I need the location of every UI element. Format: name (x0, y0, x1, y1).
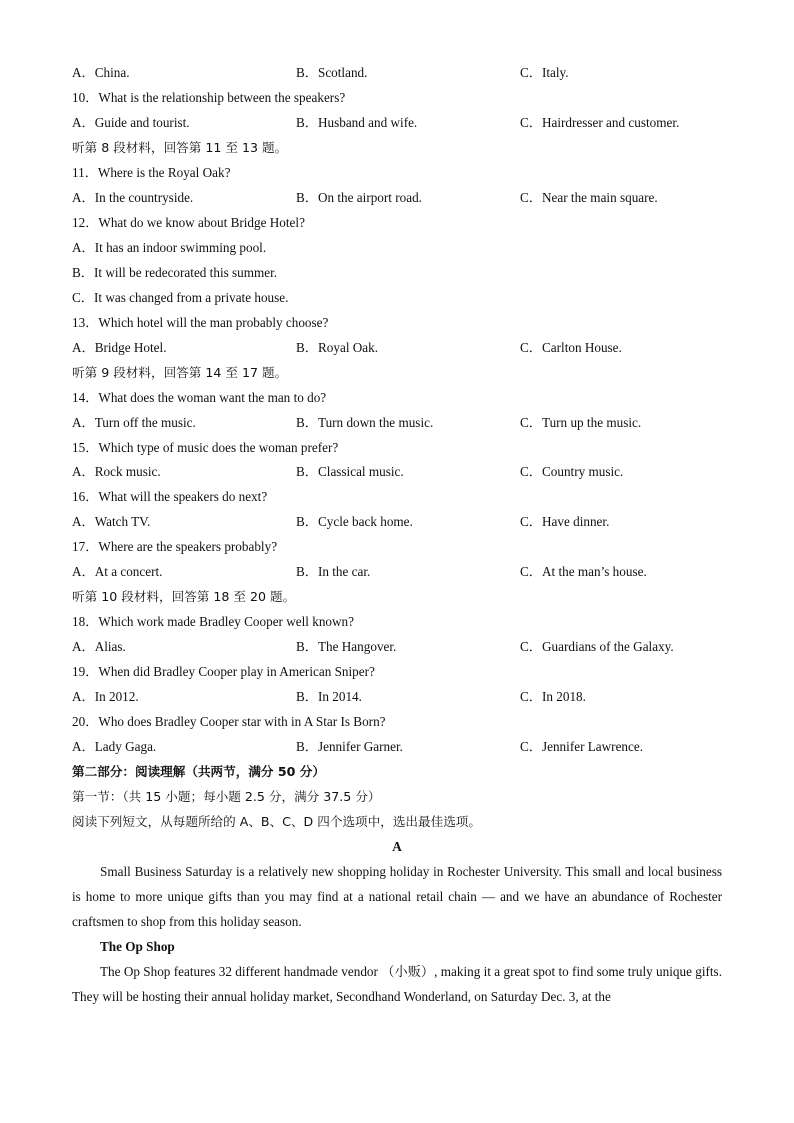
q17-option-c: C．At the man’s house. (520, 564, 647, 579)
q18-option-c: C．Guardians of the Galaxy. (520, 639, 674, 654)
q13-option-a: A．Bridge Hotel. (72, 340, 167, 355)
q10-option-b: B．Husband and wife. (296, 115, 418, 130)
q9-option-c: C．Italy. (520, 65, 569, 80)
q13-option-c: C．Carlton House. (520, 340, 622, 355)
q19-option-b: B．In 2014. (296, 689, 362, 704)
q14-options (72, 415, 752, 431)
q14-stem: 14．What does the woman want the man to do? (72, 390, 327, 405)
passage-paragraph-2: The Op Shop features 32 different handmade vendor （小贩）, making it a great spot to find some truly unique gifts. They will be hosting their annual holiday market, Secondhand Wonderland, on Saturday Dec. 3, at the (72, 964, 722, 1004)
passage-label: A (392, 839, 402, 854)
q19-stem: 19．When did Bradley Cooper play in American Sniper? (72, 664, 375, 679)
q9-options (72, 65, 752, 81)
q14-option-a: A．Turn off the music. (72, 415, 196, 430)
q10-option-a: A．Guide and tourist. (72, 115, 190, 130)
passage-paragraph-1: Small Business Saturday is a relatively new shopping holiday in Rochester University. This small and local business is home to more unique gifts than you may find at a national retail chain — and we have an abundance of Rochester craftsmen to shop from this holiday season. (72, 864, 722, 929)
q13-option-b: B．Royal Oak. (296, 340, 379, 355)
q20-option-c: C．Jennifer Lawrence. (520, 739, 644, 754)
q14-option-b: B．Turn down the music. (296, 415, 434, 430)
q19-options (72, 689, 752, 705)
q16-option-a: A．Watch TV. (72, 514, 151, 529)
q20-stem: 20．Who does Bradley Cooper star with in A Star Is Born? (72, 714, 386, 729)
q15-option-c: C．Country music. (520, 464, 624, 479)
q17-option-b: B．In the car. (296, 564, 371, 579)
q20-option-a: A．Lady Gaga. (72, 739, 157, 754)
passage-subheading: The Op Shop (100, 939, 175, 954)
section-8-instruction: 听第 8 段材料，回答第 11 至 13 题。 (72, 140, 288, 155)
q10-options (72, 115, 752, 131)
q17-options (72, 564, 752, 580)
q13-stem: 13．Which hotel will the man probably choose? (72, 315, 329, 330)
q9-option-a: A．China. (72, 65, 130, 80)
section-9-instruction: 听第 9 段材料，回答第 14 至 17 题。 (72, 365, 288, 380)
q15-options (72, 464, 752, 480)
q12-option-c: C．It was changed from a private house. (72, 290, 289, 305)
q11-option-c: C．Near the main square. (520, 190, 658, 205)
q16-option-c: C．Have dinner. (520, 514, 610, 529)
q18-options (72, 639, 752, 655)
q12-option-b: B．It will be redecorated this summer. (72, 265, 278, 280)
q19-option-a: A．In 2012. (72, 689, 139, 704)
q18-option-a: A．Alias. (72, 639, 126, 654)
q18-stem: 18．Which work made Bradley Cooper well known? (72, 614, 354, 629)
q14-option-c: C．Turn up the music. (520, 415, 642, 430)
q19-option-c: C．In 2018. (520, 689, 586, 704)
q15-option-b: B．Classical music. (296, 464, 404, 479)
reading-instruction: 阅读下列短文，从每题所给的 A、B、C、D 四个选项中，选出最佳选项。 (72, 814, 481, 829)
q11-stem: 11．Where is the Royal Oak? (72, 165, 231, 180)
q16-options (72, 514, 752, 530)
q15-option-a: A．Rock music. (72, 464, 161, 479)
q13-options (72, 340, 752, 356)
q11-option-a: A．In the countryside. (72, 190, 194, 205)
q10-option-c: C．Hairdresser and customer. (520, 115, 680, 130)
q17-option-a: A．At a concert. (72, 564, 163, 579)
q11-options (72, 190, 752, 206)
q16-stem: 16．What will the speakers do next? (72, 489, 268, 504)
section1-info: 第一节：（共 15 小题；每小题 2.5 分，满分 37.5 分） (72, 789, 381, 804)
q11-option-b: B．On the airport road. (296, 190, 422, 205)
q10-stem: 10．What is the relationship between the speakers? (72, 90, 346, 105)
q15-stem: 15．Which type of music does the woman prefer? (72, 440, 339, 455)
q17-stem: 17．Where are the speakers probably? (72, 539, 278, 554)
q12-option-a: A．It has an indoor swimming pool. (72, 240, 267, 255)
part2-heading: 第二部分：阅读理解（共两节，满分 50 分） (72, 764, 325, 779)
section-10-instruction: 听第 10 段材料，回答第 18 至 20 题。 (72, 589, 296, 604)
q16-option-b: B．Cycle back home. (296, 514, 413, 529)
q20-options (72, 739, 752, 755)
q9-option-b: B．Scotland. (296, 65, 368, 80)
q20-option-b: B．Jennifer Garner. (296, 739, 403, 754)
q12-stem: 12．What do we know about Bridge Hotel? (72, 215, 305, 230)
q18-option-b: B．The Hangover. (296, 639, 397, 654)
